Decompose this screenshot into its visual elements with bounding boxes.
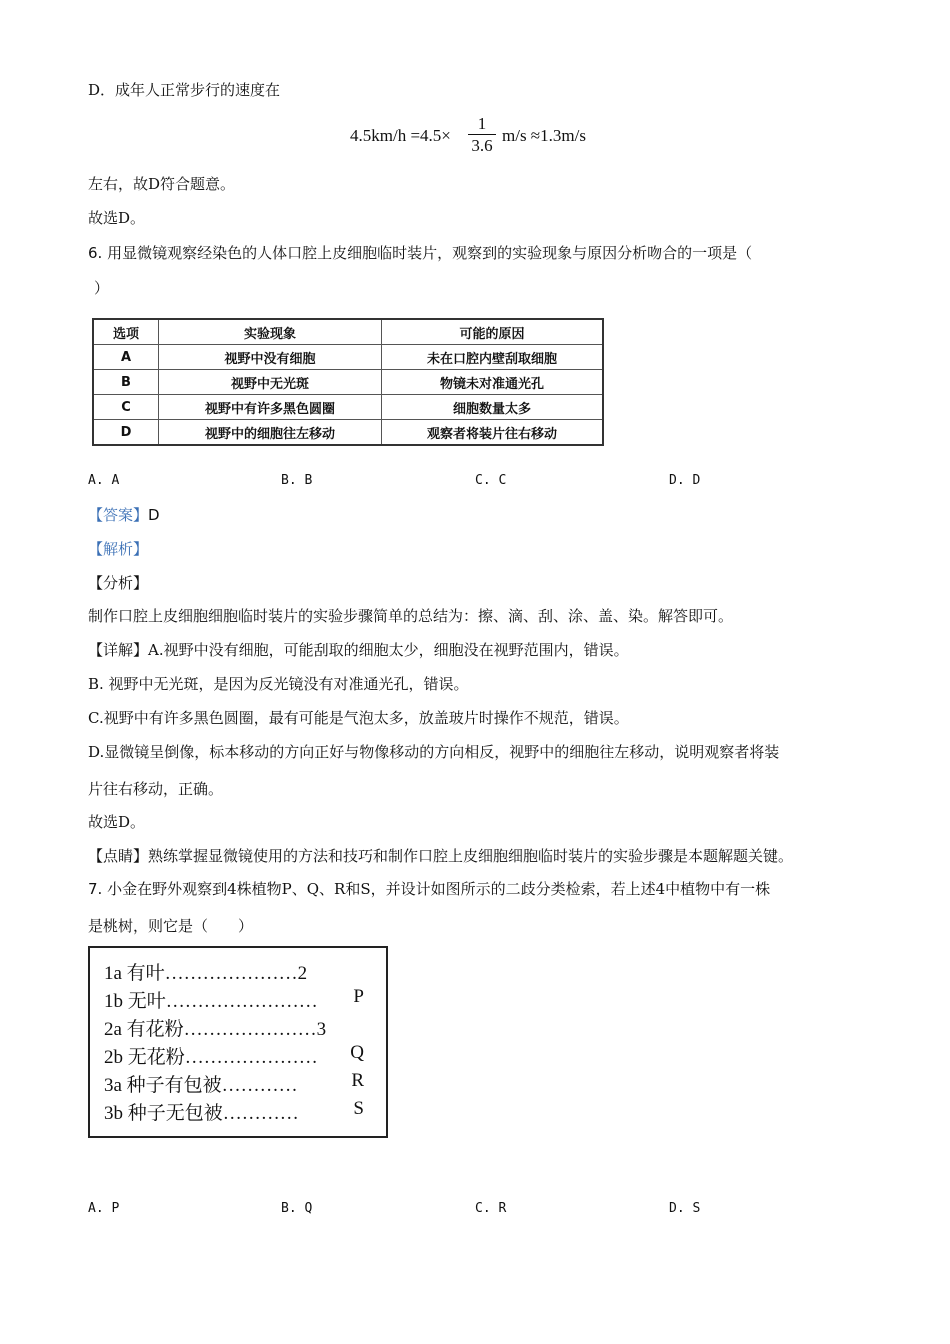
q6-option-b[interactable]: B. B bbox=[281, 473, 313, 488]
formula-rhs: m/s ≈1.3m/s bbox=[502, 126, 586, 145]
table-cell: 视野中无光斑 bbox=[159, 370, 382, 395]
key-row-label: 3b 种子无包被………… bbox=[104, 1103, 299, 1124]
q6-stem-close: ） bbox=[94, 279, 110, 297]
table-cell: 视野中有许多黑色圆圈 bbox=[159, 395, 382, 420]
table-row bbox=[93, 395, 603, 420]
key-row-label: 3a 种子有包被………… bbox=[104, 1075, 298, 1096]
table-cell: 观察者将装片往右移动 bbox=[382, 420, 604, 446]
fenxi-text: 制作口腔上皮细胞细胞临时装片的实验步骤简单的总结为：擦、滴、刮、涂、盖、染。解答即可。 bbox=[88, 607, 734, 625]
q7-option-c[interactable]: C. R bbox=[475, 1201, 507, 1216]
key-row bbox=[104, 1098, 364, 1124]
key-row bbox=[104, 1042, 364, 1068]
d-option-text: D．成年人正常步行的速度在 bbox=[88, 81, 281, 99]
q6-option-a[interactable]: A. A bbox=[88, 473, 120, 488]
q6-number: 6. bbox=[88, 244, 103, 262]
dianjing-tag: 【点睛】 bbox=[88, 847, 149, 865]
table-cell: 未在口腔内壁刮取细胞 bbox=[382, 345, 604, 370]
table-header-row bbox=[93, 319, 603, 345]
table-cell: B bbox=[93, 370, 159, 395]
formula-fraction bbox=[468, 114, 496, 157]
formula-numerator: 1 bbox=[477, 114, 487, 133]
key-row-result: Q bbox=[350, 1042, 364, 1063]
key-row-label: 2b 无花粉………………… bbox=[104, 1047, 318, 1068]
table-cell: 细胞数量太多 bbox=[382, 395, 604, 420]
key-row-result: S bbox=[353, 1098, 364, 1119]
fenxi-tag: 【分析】 bbox=[88, 574, 149, 592]
q6-option-c[interactable]: C. C bbox=[475, 473, 507, 488]
header-option: 选项 bbox=[93, 319, 159, 345]
detail-d-line2: 片往右移动，正确。 bbox=[88, 780, 224, 798]
detail-d-line1: D.显微镜呈倒像，标本移动的方向正好与物像移动的方向相反，视野中的细胞往左移动，说明观察者将装 bbox=[88, 743, 780, 761]
q7-number: 7. bbox=[88, 880, 103, 898]
key-row-label: 2a 有花粉…………………3 bbox=[104, 1019, 327, 1040]
q7-stem bbox=[88, 879, 770, 899]
table-cell: 物镜未对准通光孔 bbox=[382, 370, 604, 395]
formula-lhs: 4.5km/h =4.5× bbox=[350, 126, 451, 145]
q7-option-d[interactable]: D. S bbox=[669, 1201, 701, 1216]
table-cell: 视野中没有细胞 bbox=[159, 345, 382, 370]
detail-c: C.视野中有许多黑色圆圈，最有可能是气泡太多，放盖玻片时操作不规范，错误。 bbox=[88, 709, 629, 727]
key-row-result: R bbox=[351, 1070, 364, 1091]
q7-stem-text: 小金在野外观察到4株植物P、Q、R和S，并设计如图所示的二歧分类检索，若上述4中植物中有一株 bbox=[107, 880, 771, 898]
formula-denominator: 3.6 bbox=[471, 136, 493, 155]
table-row bbox=[93, 370, 603, 395]
header-phenomenon: 实验现象 bbox=[159, 319, 382, 345]
q6-stem-text: 用显微镜观察经染色的人体口腔上皮细胞临时装片，观察到的实验现象与原因分析吻合的一项是（ bbox=[107, 244, 753, 262]
answer-tag: 【答案】 bbox=[88, 506, 149, 524]
detail-tag: 【详解】 bbox=[88, 641, 149, 659]
key-row-label: 1b 无叶…………………… bbox=[104, 991, 318, 1012]
dianjing-text: 熟练掌握显微镜使用的方法和技巧和制作口腔上皮细胞细胞临时装片的实验步骤是本题解题关键。 bbox=[148, 847, 794, 865]
table-cell: D bbox=[93, 420, 159, 446]
q7-option-a[interactable]: A. P bbox=[88, 1201, 120, 1216]
detail-a bbox=[88, 640, 629, 660]
q7-stem-line2: 是桃树，则它是（ ） bbox=[88, 917, 254, 935]
table-row bbox=[93, 345, 603, 370]
detail-b: B. 视野中无光斑，是因为反光镜没有对准通光孔，错误。 bbox=[88, 675, 469, 693]
q7-option-b[interactable]: B. Q bbox=[281, 1201, 313, 1216]
dichotomous-key-box bbox=[88, 946, 388, 1138]
table-cell: A bbox=[93, 345, 159, 370]
q6-option-d[interactable]: D. D bbox=[669, 473, 701, 488]
analysis-tag: 【解析】 bbox=[88, 540, 149, 558]
dianjing bbox=[88, 846, 793, 866]
key-row-label: 1a 有叶…………………2 bbox=[104, 963, 308, 984]
q6-answer bbox=[88, 505, 160, 525]
d-conclusion: 左右，故D符合题意。 bbox=[88, 175, 236, 193]
table-row bbox=[93, 420, 603, 446]
key-row-result: P bbox=[353, 986, 364, 1007]
key-row bbox=[104, 958, 364, 984]
q6-choose: 故选D。 bbox=[88, 813, 146, 831]
key-row bbox=[104, 1014, 364, 1040]
q6-stem bbox=[88, 243, 752, 263]
table-cell: C bbox=[93, 395, 159, 420]
experiment-table bbox=[92, 318, 604, 446]
d-choose: 故选D。 bbox=[88, 209, 146, 227]
table-cell: 视野中的细胞往左移动 bbox=[159, 420, 382, 446]
key-row bbox=[104, 1070, 364, 1096]
key-row bbox=[104, 986, 364, 1012]
answer-value: D bbox=[148, 506, 160, 524]
header-reason: 可能的原因 bbox=[382, 319, 604, 345]
detail-a-text: A.视野中没有细胞，可能刮取的细胞太少，细胞没在视野范围内，错误。 bbox=[148, 641, 629, 659]
